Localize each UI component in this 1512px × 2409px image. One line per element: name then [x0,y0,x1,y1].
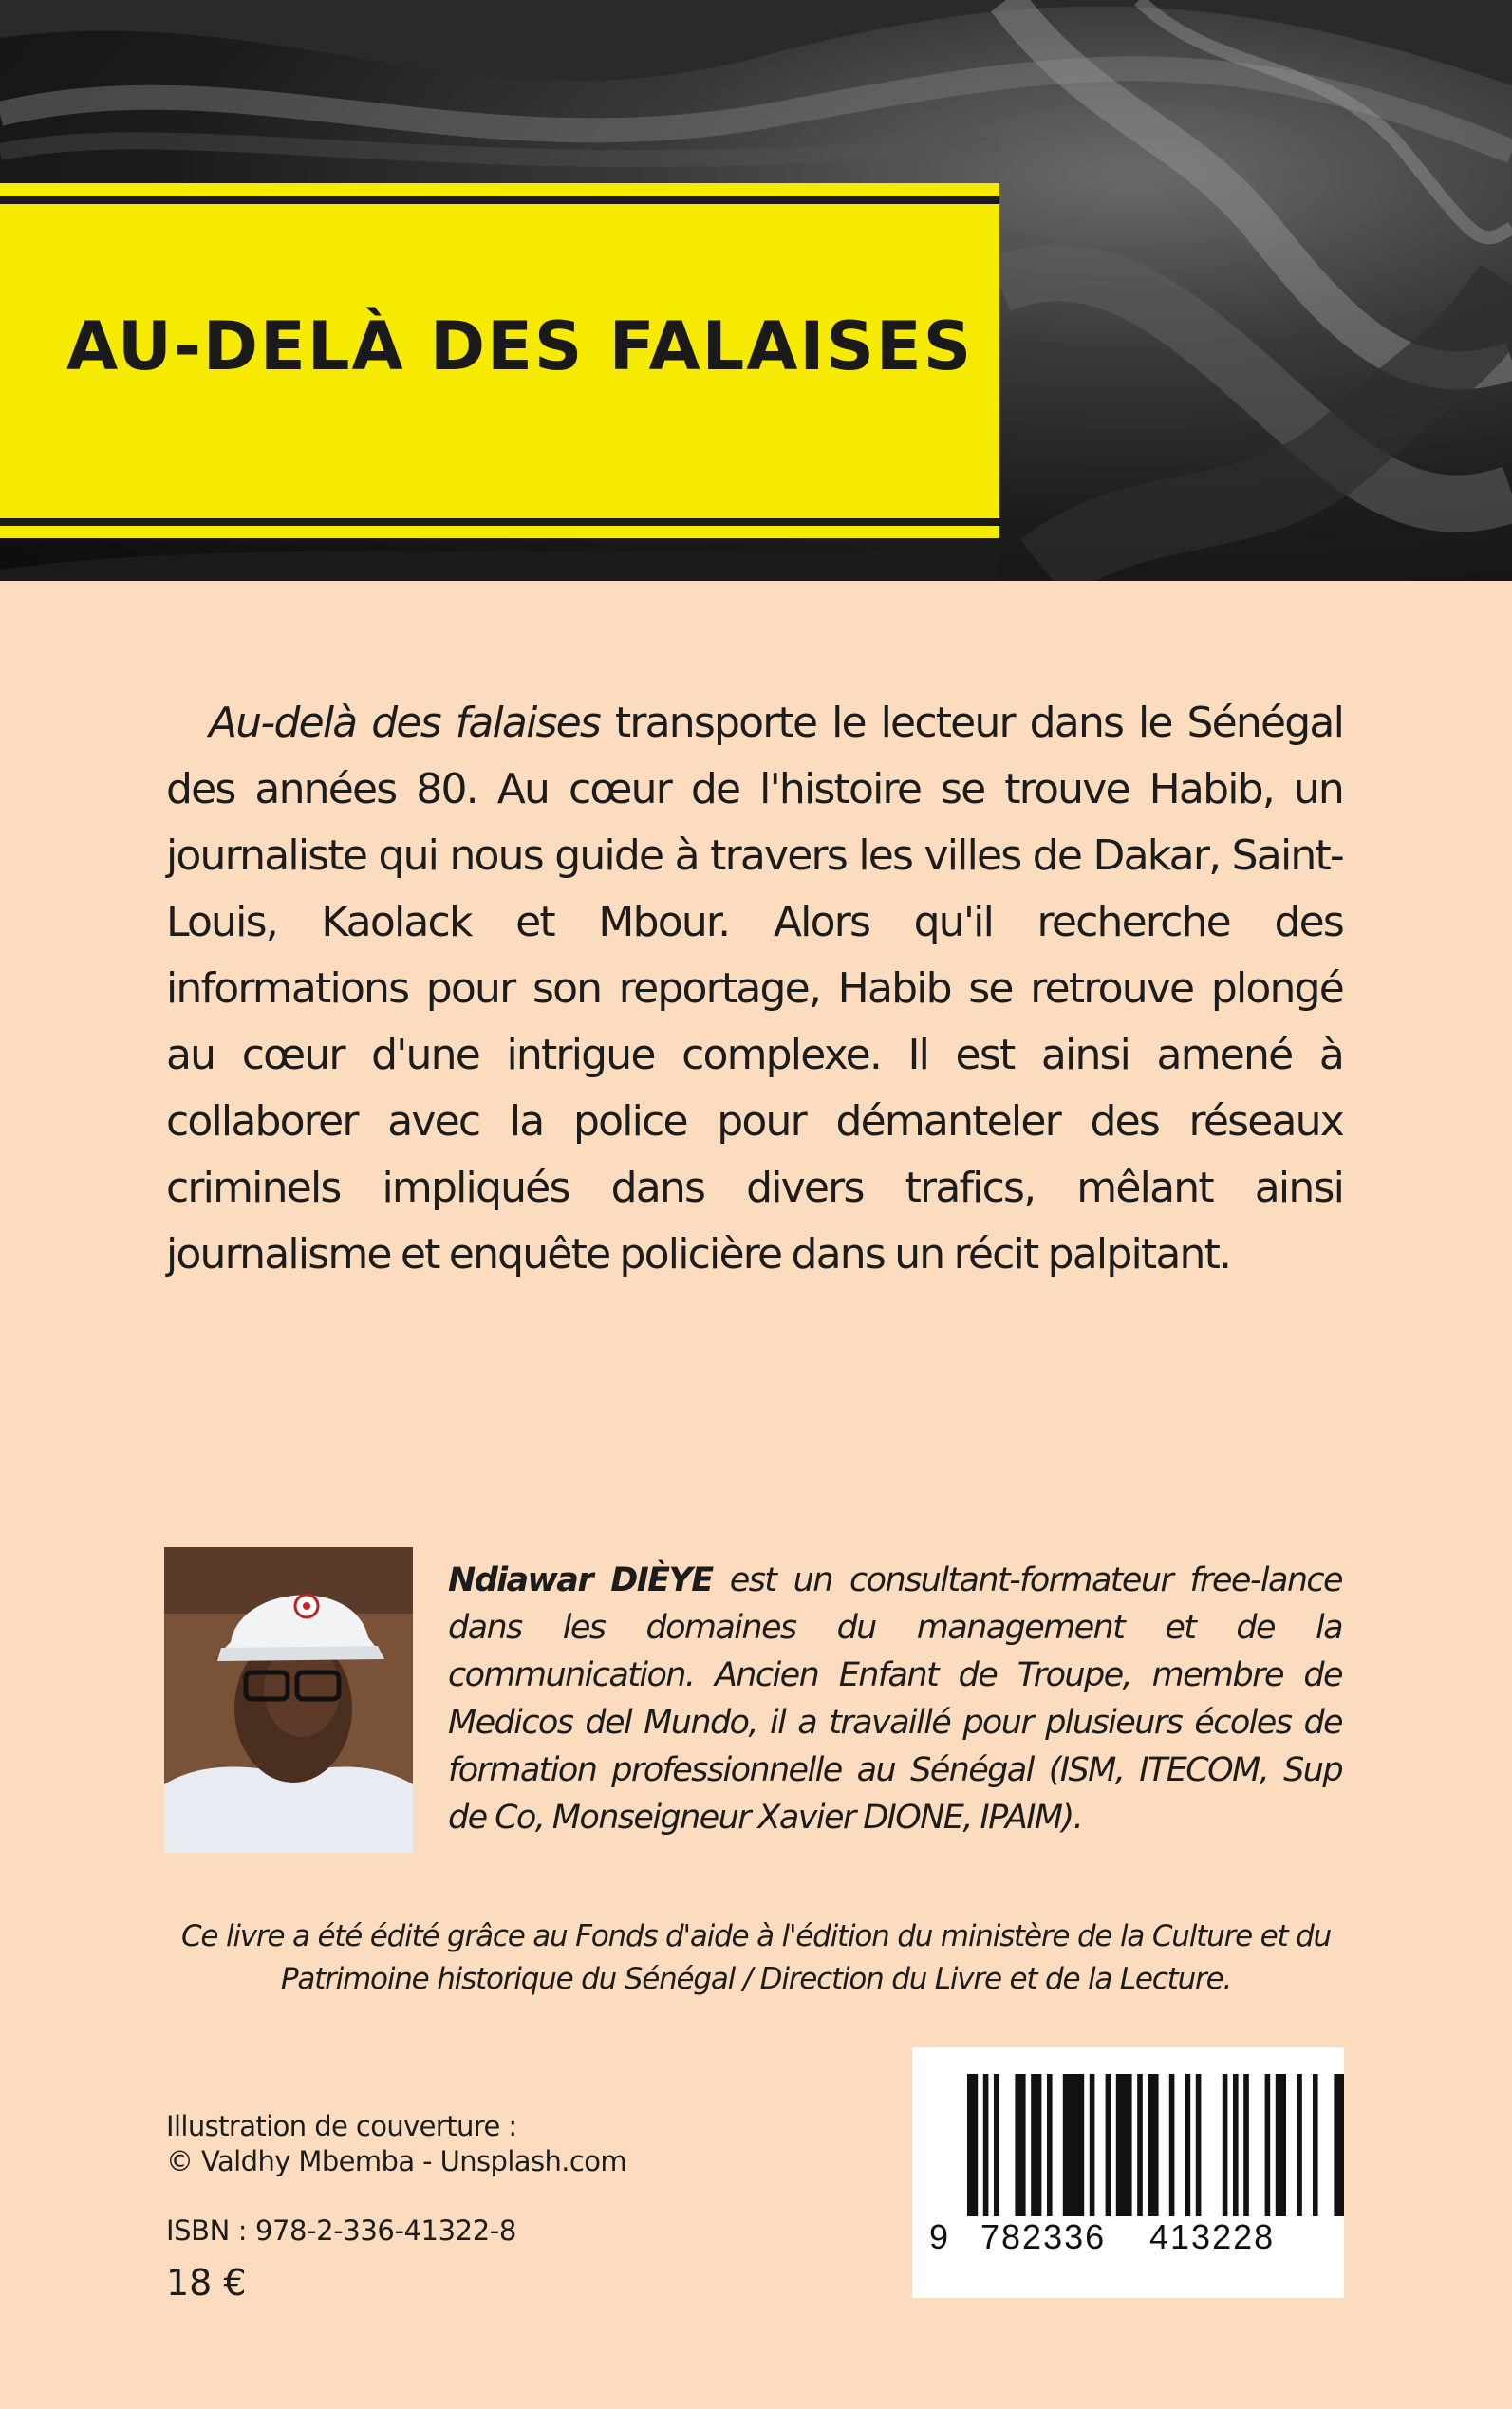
isbn: ISBN : 978-2-336-41322-8 [166,2214,516,2247]
barcode [912,2047,1344,2298]
title-rule-bottom [0,518,999,526]
barcode-digits-left: 782336 [980,2217,1107,2256]
summary-book-title: Au-delà des falaises [209,699,601,747]
illustration-credit [166,2109,626,2179]
author-name: Ndiawar DIÈYE [448,1561,713,1599]
funding-note: Ce livre a été édité grâce au Fonds d'aide à l'édition du ministère de la Culture et du Patrimoine historique du Sénégal / Direction du Livre et de la Lecture. [180,1919,1332,1996]
barcode-digit-lead: 9 [929,2217,950,2256]
barcode-bars [912,2047,1344,2298]
barcode-digits-right: 413228 [1149,2217,1276,2256]
book-title: AU-DELÀ DES FALAISES [66,308,974,385]
summary-text: transporte le lecteur dans le Sénégal des années 80. Au cœur de l'histoire se trouve Habib, un journaliste qui nous guide à travers les villes de Dakar, Saint-Louis, Kaolack et Mbour. Alors qu'il recherche des informations pour son reportage, Habib se retrouve plongé au cœur d'une intrigue complexe. Il est ainsi amené à collaborer avec la police pour démanteler des réseaux criminels impliqués dans divers trafics, mêlant ainsi journalisme et enquête policière dans un récit palpitant. [166,699,1343,1279]
price: 18 € [166,2262,247,2304]
illustration-credit-source: © Valdhy Mbemba - Unsplash.com [166,2145,626,2177]
illustration-credit-label: Illustration de couverture : [166,2110,517,2142]
author-photo [164,1547,413,1853]
book-summary [166,690,1343,1288]
author-bio-text: est un consultant-formateur free-lance dans les domaines du management et de la communication. Ancien Enfant de Troupe, membre de Medicos del Mundo, il a travaillé pour plusieurs écoles de formation professionnelle au Sénégal (ISM, ITECOM, Sup de Co, Monseigneur Xavier DIONE, IPAIM). [448,1561,1342,1837]
author-bio [448,1557,1342,1841]
title-rule-top [0,196,999,204]
